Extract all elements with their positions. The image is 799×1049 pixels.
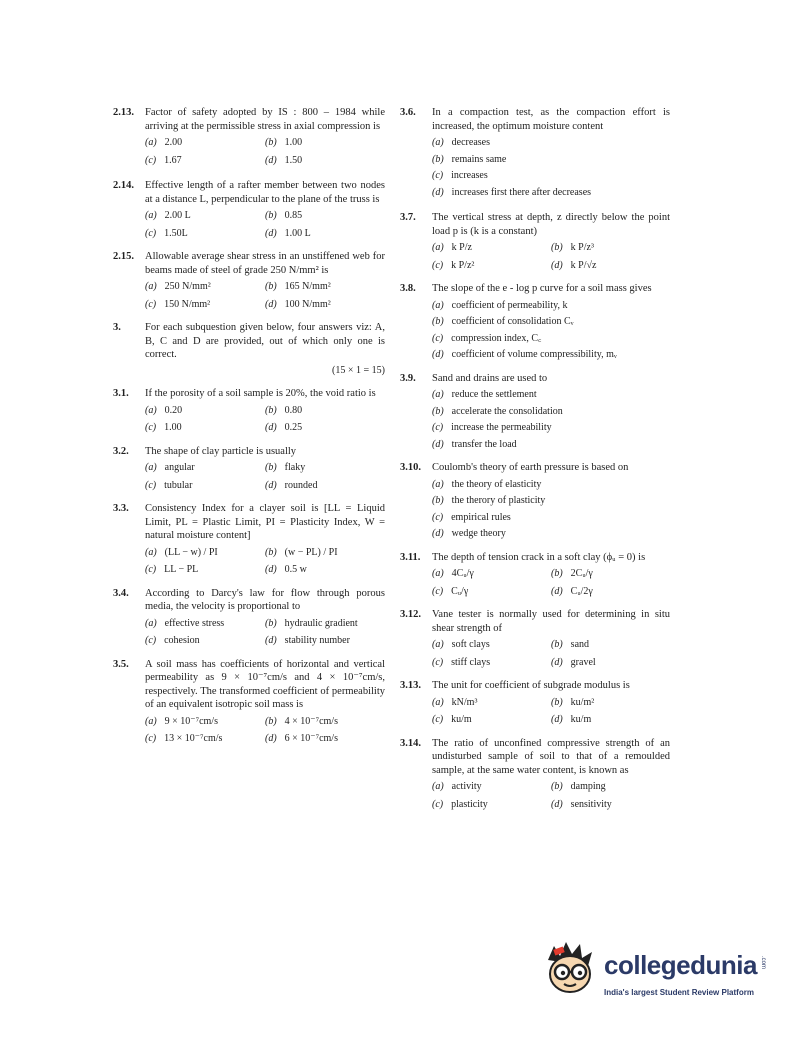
question-3-8: [400, 282, 670, 362]
option-letter: (b): [265, 210, 277, 221]
option-text: coefficient of volume compressibility, mᵥ: [451, 349, 617, 360]
option-item: [551, 259, 670, 273]
question-text: Effective length of a rafter member between two nodes at a distance L, perpendicular to the plane of the truss is: [145, 180, 385, 205]
option-item: [265, 280, 385, 294]
option-letter: (a): [145, 462, 157, 473]
options-list: [432, 567, 670, 598]
collegedunia-logo: [540, 938, 770, 1008]
option-letter: (b): [551, 781, 563, 792]
option-letter: (c): [432, 511, 444, 523]
option-text: transfer the load: [451, 438, 517, 450]
option-letter: (c): [145, 422, 157, 433]
option-item: [145, 280, 265, 294]
question-3-2: [113, 445, 385, 493]
option-text: 4Cᵤ/γ: [451, 568, 474, 579]
option-text: 1.50L: [164, 227, 188, 239]
option-item: [551, 713, 670, 727]
option-text: soft clays: [451, 639, 490, 650]
options-list: [432, 696, 670, 727]
option-item: [432, 186, 670, 200]
question-number: 3.14.: [400, 737, 421, 749]
option-text: 1.67: [164, 154, 182, 166]
option-text: LL − PL: [164, 564, 199, 575]
option-text: remains same: [451, 153, 507, 165]
question-number: 3.1.: [113, 388, 129, 399]
question-3-7: [400, 211, 670, 272]
option-item: [265, 563, 385, 577]
option-text: compression index, C꜀: [451, 332, 542, 344]
option-letter: (a): [145, 617, 157, 629]
option-letter: (a): [145, 715, 157, 727]
option-item: [432, 696, 551, 710]
option-letter: (d): [265, 422, 277, 433]
option-text: 2.00 L: [164, 210, 191, 221]
question-text: The unit for coefficient of subgrade modulus is: [432, 680, 630, 691]
question-number: 3.7.: [400, 212, 416, 223]
question-number: 2.14.: [113, 180, 134, 191]
option-item: [265, 209, 385, 223]
question-2-14: [113, 179, 385, 240]
options-list: [145, 136, 385, 167]
options-list: [145, 617, 385, 648]
question-text: The vertical stress at depth, z directly below the point load p is (k is a constant): [432, 212, 670, 237]
option-letter: (c): [145, 298, 157, 310]
option-item: [551, 780, 670, 794]
option-text: 150 N/mm²: [164, 298, 211, 310]
question-3-13: [400, 679, 670, 727]
mascot-icon: [540, 938, 600, 1008]
option-item: [432, 656, 551, 670]
question-text: A soil mass has coefficients of horizontal and vertical permeability as 9 × 10⁻⁷cm/s and 4 × 10⁻⁷cm/s, respectively. The transformed coefficient of permeability of an equivalent isotropic soil mass is: [145, 658, 385, 710]
option-text: k P/√z: [570, 259, 597, 271]
option-letter: (c): [145, 227, 157, 239]
option-text: wedge theory: [451, 528, 506, 539]
option-text: damping: [570, 781, 606, 792]
option-letter: (b): [551, 639, 563, 650]
option-letter: (a): [432, 781, 444, 792]
option-item: [145, 461, 265, 475]
option-letter: (d): [265, 154, 277, 166]
question-text: According to Darcy's law for flow through porous media, the velocity is proportional to: [145, 587, 385, 612]
option-text: 4 × 10⁻⁷cm/s: [284, 715, 338, 727]
option-letter: (d): [265, 227, 277, 239]
option-item: [145, 617, 265, 631]
option-item: [265, 715, 385, 729]
question-2-15: [113, 250, 385, 311]
option-item: [432, 421, 670, 435]
option-text: 1.00: [284, 137, 303, 148]
option-item: [432, 332, 670, 346]
question-text: If the porosity of a soil sample is 20%, the void ratio is: [145, 388, 376, 399]
option-text: accelerate the consolidation: [451, 405, 563, 417]
option-item: [432, 388, 670, 402]
option-text: the theory of elasticity: [451, 478, 542, 490]
option-letter: (b): [265, 715, 277, 727]
brand-tagline: India's largest Student Review Platform: [604, 988, 754, 997]
option-text: 1.00 L: [284, 227, 311, 239]
option-item: [145, 404, 265, 418]
option-text: flaky: [284, 462, 306, 473]
question-number: 3.3.: [113, 503, 129, 514]
option-letter: (c): [432, 332, 444, 344]
question-3-6: [400, 106, 670, 199]
option-item: [265, 136, 385, 150]
question-text: Factor of safety adopted by IS : 800 – 1984 while arriving at the permissible stress in axial compression is: [145, 107, 385, 132]
question-text: For each subquestion given below, four answers viz: A, B, C and D are provided, out of which only one is correct.: [145, 322, 385, 360]
question-number: 3.10.: [400, 462, 421, 473]
question-3-9: [400, 372, 670, 452]
question-number: 2.15.: [113, 251, 134, 262]
option-text: Cᵤ/2γ: [570, 585, 593, 597]
option-text: k P/z: [451, 242, 472, 253]
question-number: 3.9.: [400, 372, 416, 384]
option-item: [432, 299, 670, 313]
question-text: Allowable average shear stress in an unstiffened web for beams made of steel of grade 250 N/mm² is: [145, 251, 385, 276]
option-item: [145, 421, 265, 435]
option-text: 0.80: [284, 404, 303, 416]
option-item: [432, 478, 670, 492]
option-letter: (d): [265, 298, 277, 310]
question-number: 2.13.: [113, 107, 134, 118]
option-text: ku/m: [451, 714, 472, 725]
option-letter: (a): [432, 242, 444, 253]
option-item: [432, 798, 551, 812]
option-text: (LL − w) / PI: [164, 546, 218, 558]
option-letter: (d): [551, 714, 563, 725]
option-letter: (d): [551, 259, 563, 271]
option-item: [432, 713, 551, 727]
option-letter: (a): [432, 696, 444, 708]
question-3-3: [113, 502, 385, 577]
option-item: [145, 546, 265, 560]
question-number: 3.2.: [113, 445, 129, 457]
option-letter: (b): [265, 462, 277, 473]
option-text: increases: [451, 170, 488, 181]
option-text: tubular: [164, 479, 193, 491]
question-number: 3.13.: [400, 680, 421, 691]
option-item: [145, 634, 265, 648]
option-text: Cᵤ/γ: [451, 585, 469, 597]
option-item: [432, 241, 551, 255]
option-text: stiff clays: [451, 656, 491, 668]
question-text: The depth of tension crack in a soft clay (ϕᵤ = 0) is: [432, 551, 646, 563]
options-list: [432, 299, 670, 362]
option-item: [265, 421, 385, 435]
option-item: [145, 209, 265, 223]
option-letter: (d): [265, 733, 277, 744]
question-3-1: [113, 387, 385, 435]
option-text: rounded: [284, 479, 318, 491]
option-item: [551, 567, 670, 581]
question-3-4: [113, 587, 385, 648]
question-text: The shape of clay particle is usually: [145, 445, 297, 457]
option-letter: (b): [432, 153, 444, 165]
option-text: decreases: [451, 137, 490, 148]
right-column: [400, 106, 670, 811]
left-column: [113, 106, 385, 746]
option-item: [145, 479, 265, 493]
options-list: [432, 638, 670, 669]
options-list: [432, 780, 670, 811]
option-item: [432, 169, 670, 183]
option-text: 0.5 w: [284, 564, 307, 575]
options-list: [145, 404, 385, 435]
option-letter: (d): [432, 186, 444, 198]
option-letter: (d): [432, 528, 444, 539]
option-item: [432, 153, 670, 167]
options-list: [145, 546, 385, 577]
option-item: [265, 404, 385, 418]
option-item: [432, 315, 670, 329]
option-letter: (b): [432, 316, 444, 327]
options-list: [145, 209, 385, 240]
option-letter: (d): [265, 564, 277, 575]
option-text: cohesion: [164, 635, 200, 646]
options-list: [432, 241, 670, 272]
option-letter: (c): [145, 154, 157, 166]
question-number: 3.8.: [400, 283, 416, 294]
option-text: k P/z³: [570, 242, 594, 253]
question-text: Sand and drains are used to: [432, 372, 548, 384]
options-list: [432, 136, 670, 199]
option-text: 0.85: [284, 210, 303, 221]
option-letter: (a): [145, 546, 157, 558]
question-3-12: [400, 608, 670, 669]
option-text: angular: [164, 462, 195, 473]
option-text: hydraulic gradient: [284, 617, 358, 629]
option-item: [551, 241, 670, 255]
option-letter: (d): [432, 438, 444, 450]
option-letter: (a): [432, 137, 444, 148]
option-text: 13 × 10⁻⁷cm/s: [164, 733, 223, 744]
option-text: 6 × 10⁻⁷cm/s: [284, 733, 338, 744]
option-letter: (d): [551, 656, 563, 668]
option-item: [145, 136, 265, 150]
option-text: 9 × 10⁻⁷cm/s: [164, 715, 218, 727]
option-text: coefficient of permeability, k: [451, 299, 568, 311]
option-text: reduce the settlement: [451, 389, 537, 400]
question-text: The ratio of unconfined compressive strength of an undisturbed sample of soil to that of a remoulded sample, at the same water content, is known as: [432, 737, 670, 776]
option-text: kN/m³: [451, 696, 478, 708]
option-item: [432, 585, 551, 599]
option-text: gravel: [570, 656, 596, 668]
option-item: [432, 136, 670, 150]
question-3-10: [400, 461, 670, 541]
option-item: [145, 227, 265, 241]
option-letter: (a): [432, 639, 444, 650]
option-item: [265, 227, 385, 241]
option-letter: (b): [551, 568, 563, 579]
option-letter: (b): [265, 404, 277, 416]
option-letter: (a): [432, 568, 444, 579]
option-letter: (d): [551, 798, 563, 810]
option-item: [432, 567, 551, 581]
option-item: [432, 638, 551, 652]
option-text: coefficient of consolidation Cᵥ: [451, 316, 574, 327]
question-number: 3.6.: [400, 107, 416, 118]
option-text: empirical rules: [451, 511, 511, 523]
option-text: 1.00: [164, 422, 182, 433]
option-item: [145, 298, 265, 312]
option-letter: (a): [432, 478, 444, 490]
options-list: [145, 280, 385, 311]
question-3-11: [400, 551, 670, 599]
option-letter: (a): [145, 404, 157, 416]
option-letter: (c): [432, 714, 444, 725]
option-item: [551, 638, 670, 652]
option-item: [432, 494, 670, 508]
option-letter: (c): [145, 733, 157, 744]
option-text: ku/m: [570, 714, 592, 725]
option-letter: (b): [551, 696, 563, 708]
option-item: [432, 348, 670, 362]
option-letter: (a): [145, 210, 157, 221]
option-letter: (b): [265, 617, 277, 629]
option-item: [265, 479, 385, 493]
option-letter: (c): [432, 259, 444, 271]
option-letter: (b): [265, 137, 277, 148]
option-item: [265, 617, 385, 631]
option-text: activity: [451, 781, 482, 792]
option-letter: (c): [145, 564, 157, 575]
option-text: effective stress: [164, 617, 225, 629]
question-number: 3.12.: [400, 609, 421, 620]
option-item: [432, 405, 670, 419]
option-text: the therory of plasticity: [451, 495, 546, 506]
option-letter: (c): [145, 635, 157, 646]
option-text: 1.50: [284, 154, 303, 166]
option-letter: (c): [432, 170, 444, 181]
option-text: k P/z²: [451, 259, 475, 271]
question-number: 3.5.: [113, 658, 129, 670]
options-list: [145, 461, 385, 492]
option-text: sensitivity: [570, 798, 612, 810]
option-text: 100 N/mm²: [284, 298, 331, 310]
option-item: [551, 656, 670, 670]
option-letter: (c): [432, 798, 444, 810]
option-letter: (c): [432, 585, 444, 597]
option-text: increase the permeability: [451, 422, 552, 433]
option-item: [551, 585, 670, 599]
option-item: [265, 461, 385, 475]
option-item: [432, 259, 551, 273]
option-letter: (a): [432, 299, 444, 311]
option-text: sand: [570, 639, 590, 650]
option-letter: (a): [432, 389, 444, 400]
question-text: The slope of the e - log p curve for a soil mass gives: [432, 283, 652, 294]
option-text: ku/m²: [570, 696, 595, 708]
question-text: Consistency Index for a clayer soil is [LL = Liquid Limit, PL = Plastic Limit, PI = Plasticity Index, W = natural moisture content]: [145, 503, 385, 541]
option-letter: (b): [265, 281, 277, 292]
question-text: Coulomb's theory of earth pressure is based on: [432, 462, 629, 473]
option-letter: (a): [145, 137, 157, 148]
option-item: [265, 732, 385, 746]
question-number: 3.4.: [113, 587, 129, 599]
options-list: [145, 715, 385, 746]
option-item: [265, 634, 385, 648]
option-letter: (d): [432, 349, 444, 360]
option-text: plasticity: [451, 798, 488, 810]
option-letter: (b): [432, 405, 444, 417]
marks-note: (15 × 1 = 15): [332, 364, 385, 376]
brand-suffix: .com: [760, 956, 766, 970]
options-list: [432, 478, 670, 541]
question-text: In a compaction test, as the compaction effort is increased, the optimum moisture content: [432, 107, 670, 132]
option-item: [551, 798, 670, 812]
option-item: [145, 715, 265, 729]
option-item: [432, 780, 551, 794]
options-list: [432, 388, 670, 451]
option-item: [145, 732, 265, 746]
option-letter: (d): [265, 635, 277, 646]
option-item: [265, 298, 385, 312]
option-letter: (a): [145, 281, 157, 292]
option-letter: (c): [432, 422, 444, 433]
question-2-13: [113, 106, 385, 167]
option-item: [432, 527, 670, 541]
option-text: 250 N/mm²: [164, 281, 211, 292]
option-letter: (b): [265, 546, 277, 558]
option-item: [265, 154, 385, 168]
question-text: Vane tester is normally used for determining in situ shear strength of: [432, 609, 670, 634]
brand-name: collegedunia: [604, 950, 757, 980]
option-letter: (b): [432, 495, 444, 506]
option-item: [145, 154, 265, 168]
option-letter: (d): [551, 585, 563, 597]
option-item: [145, 563, 265, 577]
option-item: [551, 696, 670, 710]
option-item: [432, 438, 670, 452]
option-text: 2Cᵤ/γ: [570, 568, 593, 579]
option-item: [432, 511, 670, 525]
option-text: stability number: [284, 635, 350, 646]
option-letter: (d): [265, 479, 277, 491]
option-text: 0.25: [284, 422, 303, 433]
option-letter: (c): [432, 656, 444, 668]
option-text: 165 N/mm²: [284, 281, 331, 292]
question-number: 3.: [113, 322, 121, 333]
option-item: [265, 546, 385, 560]
option-letter: (b): [551, 242, 563, 253]
option-text: (w − PL) / PI: [284, 546, 338, 558]
question-3-14: [400, 737, 670, 812]
question-3-5: [113, 658, 385, 746]
question-3: [113, 321, 385, 377]
question-number: 3.11.: [400, 551, 421, 563]
option-text: increases first there after decreases: [451, 186, 592, 198]
option-text: 0.20: [164, 404, 183, 416]
option-text: 2.00: [164, 137, 183, 148]
option-letter: (c): [145, 479, 157, 491]
